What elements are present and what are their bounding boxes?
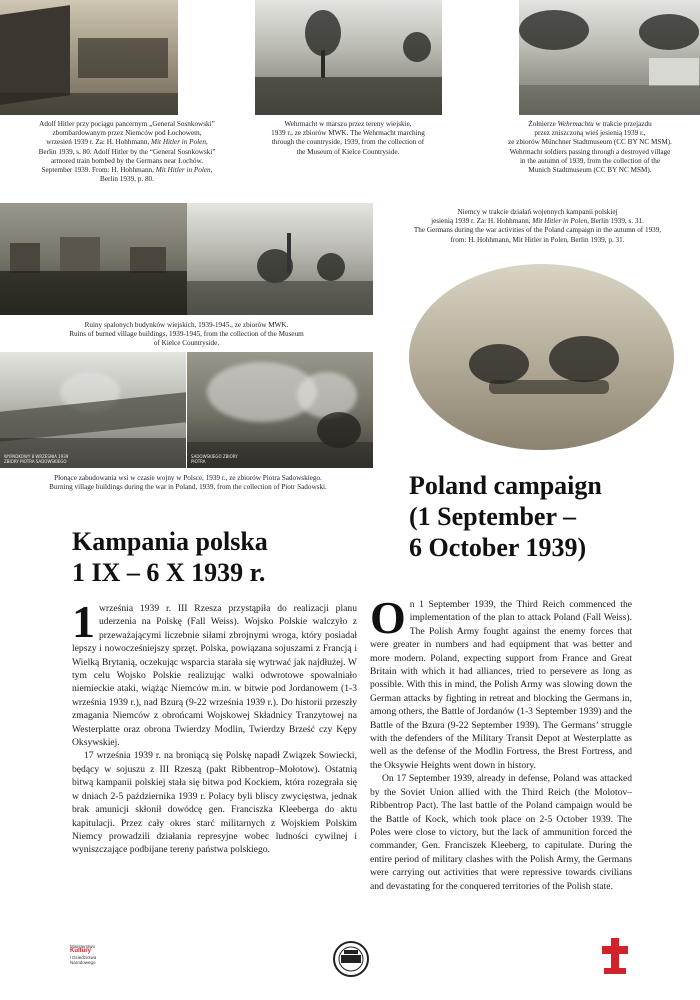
museum-seal-icon [332, 940, 370, 978]
caption-soldiers-village: Żołnierze Wehrmachtu w trakcie przejazdu przez zniszczoną wieś jesienią 1939 r., ze zbiorów Münchner Stadtmuseum (CC BY NC MSM). Wehrmacht soldiers passing through a destroyed village in the autumn of 1939, from the collection of the Munich Stadtmuseum (CC BY NC MSM). [508, 120, 672, 175]
caption-wehrmacht-march: Wehrmacht w marszu przez tereny wiejskie, 1939 r., ze zbiorów MWK. The Wehrmacht marching through the countryside, 1939, from the collection of the Museum of Kielce Countryside. [271, 120, 425, 156]
red-emblem-icon [602, 938, 628, 978]
caption-armored-train: Adolf Hitler przy pociągu pancernym „General Sosnkowski” zbombardowanym przez Niemców pod Łochowem, wrzesień 1939 r. Za: H. Hohhmann, Mit Hitler in Polen, Berlin 1939, s. 80. Adolf Hitler by the “General Sosnkowski” armored train bombed by the Germans near Łochów. September 1939. From: H. Hohhmann, Mit Hitler in Polen, Berlin 1939, p. 80. [38, 120, 216, 184]
photo-burning-left [0, 352, 186, 468]
photo-stamp-right: SADOWSKIEGO ZBIORY PIOTRA [191, 454, 238, 464]
english-body: On 1 September 1939, the Third Reich commenced the implementation of the plan to attack Poland (Fall Weiss). The Polish Army fought against the enemy forces that were greater in numbers and had equipment that was better and more modern. Poland, expecting support from France and Great Britain with which it had alliances, tried to persevere as long as possible. With this in mind, the Polish Army was slowing down the German attacks by fighting in retreat and blocking the Germans in, among others, the Battle of Jordanów (1-3 September 1939) and the Battle of the Bzura (9-22 September 1939). The Germans’ struggle with the defenders of the Military Transit Depot at Westerplatte as well as the defense of the Modlin Fortress, the Brest Fortress, and the Oksywie Heights went down in history. On 17 September 1939, already in defense, Poland was attacked by the Soviet Union allied with the Third Reich (the Molotov–Ribbentrop Pact). The last battle of the Poland campaign would be the Battle of Kock, which took place on 2-5 October 1939. The Poles were close to victory, but the lack of ammunition forced the commander, Gen. Franciszek Kleeberg, to capitulate. During the entire period of military clashes with the Polish Army, the Germans were carrying out activities that were repressive towards civilians and devastating for the conquered territories of the Polish state. [370, 592, 632, 892]
english-dropcap: O [370, 592, 406, 643]
polish-body: 1 września 1939 r. III Rzesza przystąpiła do realizacji planu uderzenia na Polskę (Fall Weiss). Wojsko Polskie walczyło z przeważającymi liczebnie siłami zbrojnymi wroga, który posiadał lepszy i nowocześniejszy sprzęt. Polska, powiązana sojuszami z Francją i Wielką Brytanią, oczekując wsparcia starała się wytrwać jak najdłużej. W tym celu Wojsko Polskie realizując walki odwrotowe spowalniało niemieckie ataki, wiążąc Niemców m.in. w bitwie pod Jordanowem (1-3 września 1939 r.), nad Bzurą (9-22 września 1939 r.). Do historii przeszły zmagania Niemców z obrońcami Wojskowej Składnicy Tranzytowej na Westerplatte oraz obrona Twierdzy Modlin, Twierdzy Brześć czy Kępy Oksywskiej. 17 września 1939 r. na broniącą się Polskę napadł Związek Sowiecki, będący w sojuszu z III Rzeszą (pakt Ribbentrop–Mołotow). Ostatnią bitwą kampanii polskiej stała się bitwa pod Kockiem, która rozegrała się w dniach 2-5 października 1939 r. Polacy byli bliscy zwycięstwa, jednak brak amunicji skłonił dowódcę gen. Franciszka Kleeberga do aktu kapitulacji. Przez cały okres starć militarnych z Wojskiem Polskim Niemcy prowadzili działania represyjne wobec ludności cywilnej i wyniszczające podbijane tereny państwa polskiego. [72, 596, 357, 856]
photo-wehrmacht-march [255, 0, 442, 115]
photo-soldiers-village [519, 0, 700, 115]
photo-burning-right [187, 352, 373, 468]
caption-burning: Płonące zabudowania wsi w czasie wojny w Polsce, 1939 r., ze zbiorów Piotra Sadowskiego. Burning village buildings during the war in Poland, 1939, from the collection of Piotr Sadowski. [49, 474, 327, 492]
photo-horses-oval [409, 264, 674, 450]
caption-ruins: Ruiny spalonych budynków wiejskich, 1939-1945., ze zbiorów MWK. Ruins of burned village buildings, 1939-1945, from the collection of the Museum of Kielce Countryside. [69, 321, 304, 348]
photo-armored-train [0, 0, 178, 115]
photo-stamp-left: WYPADKOWY 8 WRZESNIA 1939 ZBIORY PIOTRA SADOWSKIEGO [4, 454, 69, 464]
polish-dropcap: 1 [72, 596, 95, 647]
photo-ruins-right [187, 203, 373, 315]
english-title: Poland campaign (1 September – 6 October 1939) [409, 471, 602, 562]
ministry-logo: Ministerstwo Kultury i Dziedzictwa Narodowego [70, 944, 97, 965]
photo-ruins-left [0, 203, 187, 315]
polish-title: Kampania polska 1 IX – 6 X 1939 r. [72, 527, 268, 587]
caption-horses: Niemcy w trakcie działań wojennych kampanii polskiej jesienią 1939 r. Za: H. Hohhmann, Mit Hitler in Polen, Berlin 1939, s. 31. The Germans during the war activities of the Poland campaign in the autumn of 1939, from: H. Hohhmann, Mit Hitler in Polen, Berlin 1939, p. 31. [413, 208, 662, 244]
